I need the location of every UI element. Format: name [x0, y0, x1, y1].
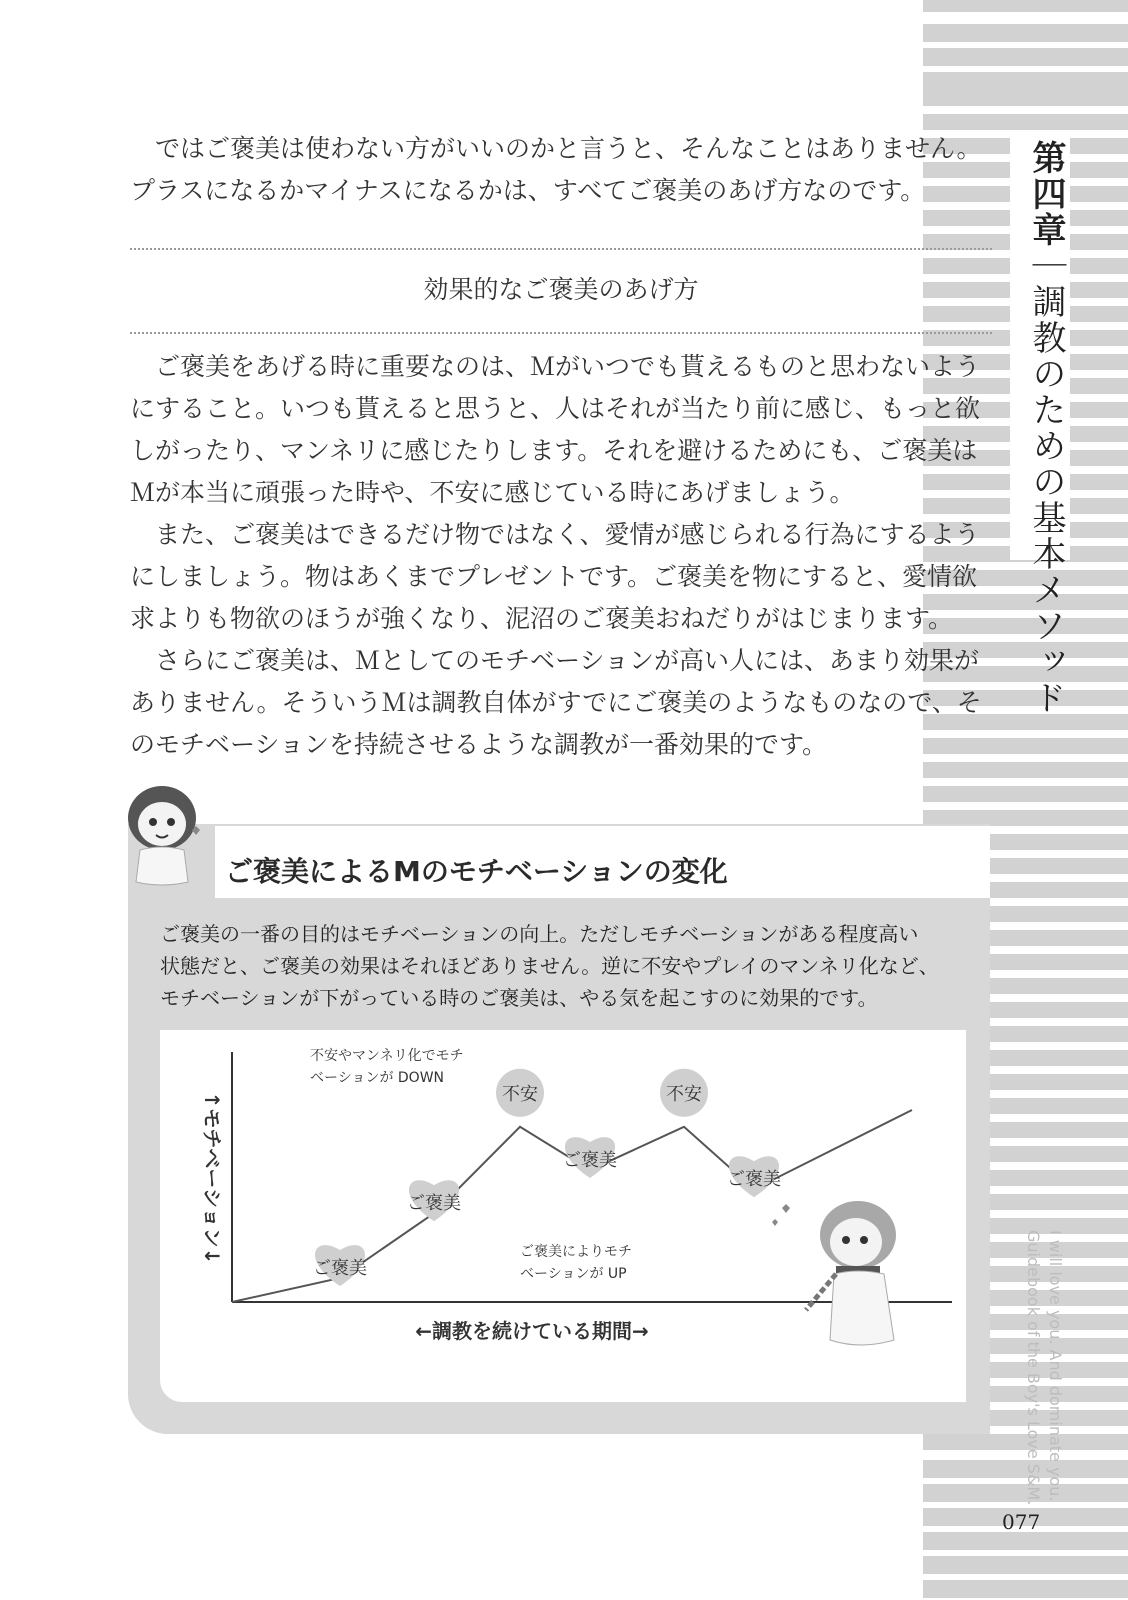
text-line: さらにご褒美は、Ｍとしてのモチベーションが高い人には、あまり効果が [130, 646, 980, 675]
edge-stripe [923, 1532, 1128, 1550]
note-down-line-2: ベーションが DOWN [310, 1070, 445, 1086]
text-line: ではご褒美は使わない方がいいのかと言うと、そんなことはありません。 [130, 134, 982, 163]
text-line: しがったり、マンネリに感じたりします。それを避けるためにも、ご褒美は [130, 436, 978, 465]
y-axis-label: ↑モチベーション↓ [200, 1091, 224, 1265]
chibi-character-illustration [112, 770, 212, 895]
edge-stripe [923, 1580, 1128, 1598]
english-subtitle [1020, 1230, 1070, 1506]
body-text [130, 346, 990, 766]
anxiety-label: 不安 [502, 1083, 538, 1105]
chapter-dash: ｜ [1026, 248, 1066, 284]
edge-stripe [923, 90, 1128, 106]
edge-stripe [923, 786, 1128, 802]
box-title: ご褒美によるMのモチベーションの変化 [225, 855, 728, 888]
section-heading: 効果的なご褒美のあげ方 [423, 275, 699, 304]
note-up-line-1: ご褒美によりモチ [520, 1244, 632, 1260]
box-text-line: ご褒美の一番の目的はモチベーションの向上。ただしモチベーションがある程度高い [160, 922, 919, 946]
chibi-character-with-chain [772, 1201, 896, 1345]
motivation-chart [160, 1030, 966, 1402]
text-line: にしましょう。物はあくまでプレゼントです。ご褒美を物にすると、愛情欲 [130, 562, 978, 591]
english-line-1: I will love you. And dominate you. [1046, 1230, 1065, 1502]
intro-paragraph [130, 128, 990, 212]
note-down-line-1: 不安やマンネリ化でモチ [310, 1048, 464, 1064]
text-line: ありません。そういうＭは調教自体がすでにご褒美のようなものなので、そ [130, 688, 982, 717]
edge-stripe [923, 24, 1128, 42]
edge-stripe [923, 0, 1128, 12]
edge-stripe [923, 72, 1128, 90]
reward-label: ご褒美 [313, 1258, 367, 1279]
text-line: プラスになるかマイナスになるかは、すべてご褒美のあげ方なのです。 [130, 176, 926, 205]
text-line: にすること。いつも貰えると思うと、人はそれが当たり前に感じ、もっと欲 [130, 394, 981, 423]
dotted-rule-bottom [130, 332, 992, 334]
text-line: ご褒美をあげる時に重要なのは、Ｍがいつでも貰えるものと思わないよう [130, 352, 981, 381]
page-number: 077 [1002, 1510, 1041, 1534]
text-line: Ｍが本当に頑張った時や、不安に感じている時にあげましょう。 [130, 478, 855, 507]
text-line: また、ご褒美はできるだけ物ではなく、愛情が感じられる行為にするよう [130, 520, 980, 549]
box-text-line: 状態だと、ご褒美の効果はそれほどありません。逆に不安やプレイのマンネリ化など、 [160, 954, 939, 978]
edge-stripe [923, 1556, 1128, 1574]
text-line: 求よりも物欲のほうが強くなり、泥沼のご褒美おねだりがはじまります。 [130, 604, 954, 633]
x-axis-label: ←調教を続けている期間→ [415, 1319, 649, 1343]
box-text-line: モチベーションが下がっている時のご褒美は、やる気を起こすのに効果的です。 [160, 986, 878, 1010]
note-up-line-2: ベーションが UP [520, 1266, 627, 1282]
reward-label: ご褒美 [727, 1169, 781, 1191]
edge-stripe [923, 48, 1128, 66]
text-line: のモチベーションを持続させるような調教が一番効果的です。 [130, 730, 828, 759]
chapter-name: 調教のための基本メソッド [1026, 284, 1066, 716]
reward-label: ご褒美 [563, 1150, 617, 1171]
dotted-rule-top [130, 248, 992, 250]
reward-label: ご褒美 [407, 1193, 461, 1215]
anxiety-label: 不安 [666, 1083, 702, 1105]
english-line-2: Guidebook of the Boy's Love S&M. [1024, 1230, 1043, 1506]
chapter-label: 第四章 [1026, 140, 1066, 248]
box-description [160, 918, 970, 1014]
chapter-title [1026, 140, 1066, 716]
